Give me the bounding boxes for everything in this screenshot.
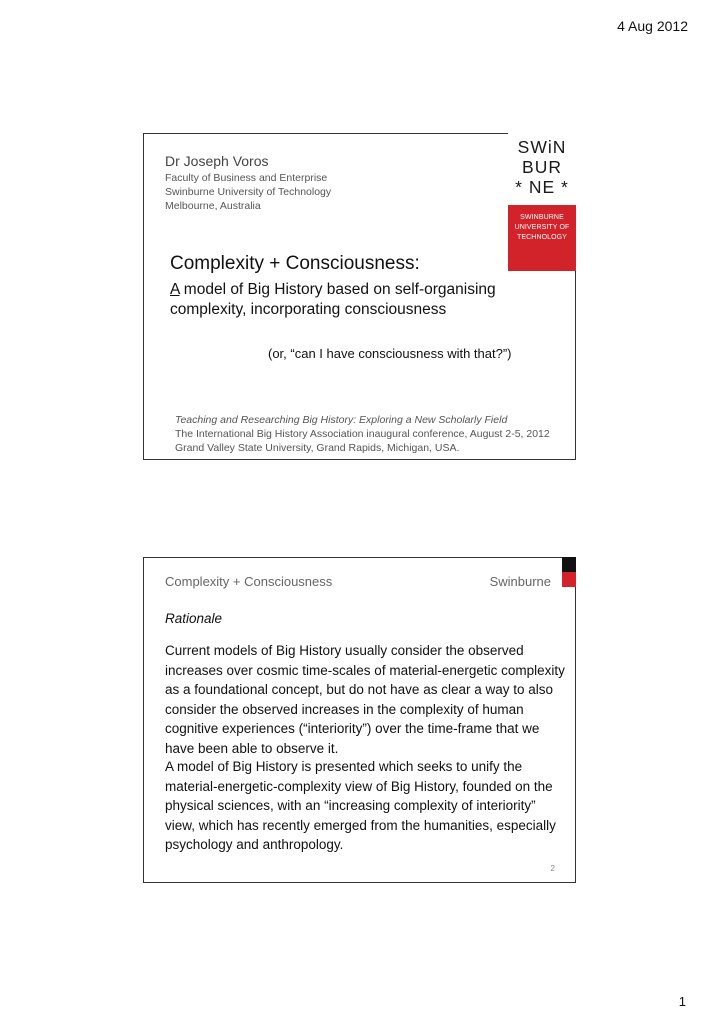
- author-name: Dr Joseph Voros: [165, 153, 269, 169]
- slide-title: Complexity + Consciousness:: [170, 253, 420, 274]
- slide-1: [143, 133, 576, 460]
- logo-line-2: BUR: [522, 157, 562, 177]
- subtitle-underlined-article: A: [170, 281, 180, 298]
- slide-2: [143, 557, 576, 883]
- rationale-paragraph-2: A model of Big History is presented which seeks to unify the material-energetic-complexity view of Big History, founded on the physical sciences, with an “increasing complexity of interiority” view, which has recently emerged from the humanities, especially psychology and anthropology.: [165, 759, 556, 852]
- logo-caption-line-3: TECHNOLOGY: [516, 234, 567, 241]
- slide-subtitle: [170, 280, 550, 320]
- subtitle-text: model of Big History based on self-organising complexity, incorporating consciousness: [170, 281, 496, 318]
- page-number: 1: [678, 994, 686, 1009]
- slide-header-brand: Swinburne: [489, 574, 551, 589]
- logo-line-3: * NE *: [515, 177, 569, 197]
- author-block: [165, 151, 331, 213]
- logo-caption: [508, 213, 576, 243]
- conference-description: The International Big History Association inaugural conference, August 2-5, 2012: [175, 428, 550, 440]
- affiliation-location: Melbourne, Australia: [165, 200, 261, 212]
- logo-caption-line-1: SWINBURNE: [520, 214, 564, 221]
- logo-wordmark: [508, 133, 576, 205]
- affiliation-university: Swinburne University of Technology: [165, 186, 332, 198]
- slide-number: 2: [550, 864, 555, 873]
- rationale-paragraph-1: Current models of Big History usually consider the observed increases over cosmic time-scales of material-energetic complexity as a foundational concept, but do not have as clear a way to also consider the observed increases in the complexity of human cognitive experiences (“interiority”) over the time-frame that we have been able to observe it.: [165, 643, 565, 756]
- page-date: 4 Aug 2012: [617, 18, 688, 34]
- slide-header-title: Complexity + Consciousness: [165, 574, 333, 589]
- logo-line-1: SWiN: [517, 137, 567, 157]
- logo-caption-line-2: UNIVERSITY OF: [514, 224, 570, 231]
- conference-name: Teaching and Researching Big History: Exploring a New Scholarly Field: [175, 414, 508, 426]
- conference-info: [175, 413, 550, 455]
- slide-aside: (or, “can I have consciousness with that?”): [268, 346, 512, 361]
- accent-red-square: [562, 572, 576, 587]
- affiliation-faculty: Faculty of Business and Enterprise: [165, 172, 328, 184]
- accent-black-square: [562, 557, 576, 572]
- swinburne-logo: [508, 133, 576, 271]
- conference-venue: Grand Valley State University, Grand Rapids, Michigan, USA.: [175, 442, 460, 454]
- section-title: Rationale: [165, 611, 223, 626]
